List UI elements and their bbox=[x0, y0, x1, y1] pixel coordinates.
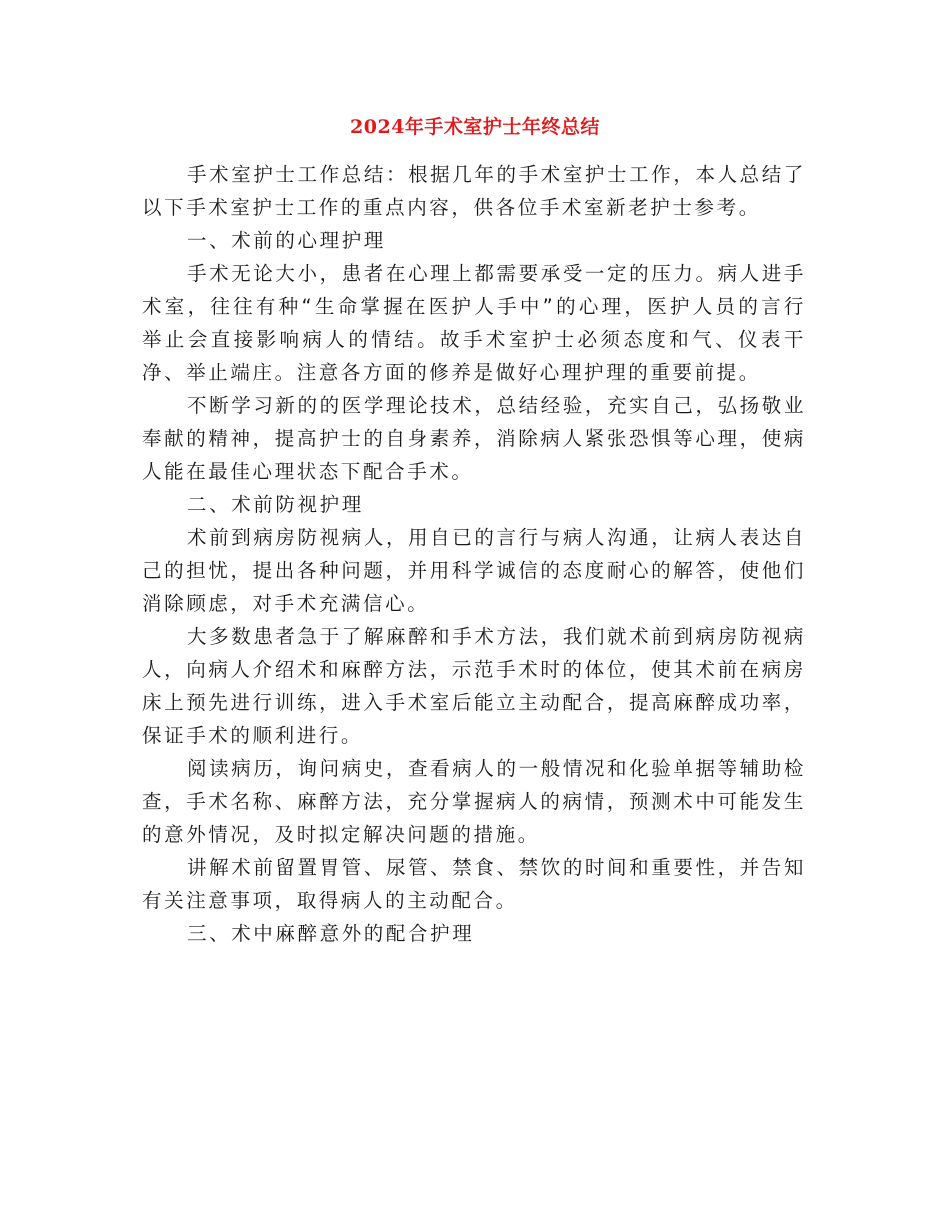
document-title: 2024年手术室护士年终总结 bbox=[350, 116, 600, 138]
section-heading-3: 三、术中麻醉意外的配合护理 bbox=[187, 922, 475, 945]
paragraph: 阅读病历，询问病史，查看病人的一般情况和化验单据等辅助检查，手术名称、麻醉方法，充分掌握病人的病情，预测术中可能发生的意外情况，及时拟定解决问题的措施。 bbox=[142, 757, 806, 846]
paragraph: 术前到病房防视病人，用自已的言行与病人沟通，让病人表达自己的担忧，提出各种问题，并用科学诚信的态度耐心的解答，使他们消除顾虑，对手术充满信心。 bbox=[142, 526, 806, 615]
paragraph-intro: 手术室护士工作总结：根据几年的手术室护士工作，本人总结了以下手术室护士工作的重点内容，供各位手术室新老护士参考。 bbox=[142, 163, 806, 219]
paragraph: 手术无论大小，患者在心理上都需要承受一定的压力。病人进手术室，往往有种“生命掌握在医护人手中”的心理，医护人员的言行举止会直接影响病人的情结。故手术室护士必须态度和气、仪表干净、举止端庄。注意各方面的修养是做好心理护理的重要前提。 bbox=[142, 262, 806, 384]
paragraph: 不断学习新的的医学理论技术，总结经验，充实自己，弘扬敬业奉献的精神，提高护士的自身素养，消除病人紧张恐惧等心理，使病人能在最佳心理状态下配合手术。 bbox=[142, 394, 806, 483]
paragraph: 大多数患者急于了解麻醉和手术方法，我们就术前到病房防视病人，向病人介绍术和麻醉方法，示范手术时的体位，使其术前在病房床上预先进行训练，进入手术室后能立主动配合，提高麻醉成功率，保证手术的顺利进行。 bbox=[142, 625, 806, 747]
document-body bbox=[142, 158, 806, 950]
paragraph: 讲解术前留置胃管、尿管、禁食、禁饮的时间和重要性，并告知有关注意事项，取得病人的主动配合。 bbox=[142, 856, 806, 912]
section-heading-1: 一、术前的心理护理 bbox=[187, 229, 386, 252]
section-heading-2: 二、术前防视护理 bbox=[187, 493, 364, 516]
